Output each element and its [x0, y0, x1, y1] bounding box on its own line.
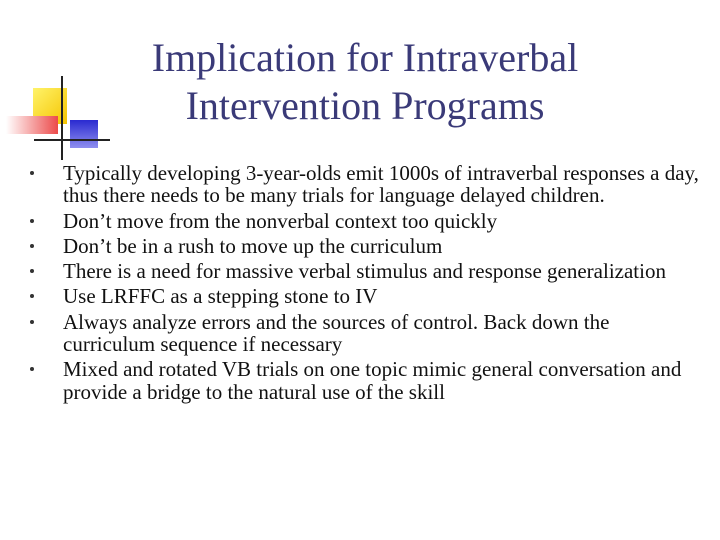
bullet-item [30, 311, 700, 356]
bullet-item [30, 260, 700, 282]
bullet-dot-icon [30, 219, 34, 223]
bullet-text: Always analyze errors and the sources of control. Back down the curriculum sequence if necessary [63, 309, 610, 357]
bullet-text: There is a need for massive verbal stimulus and response generalization [63, 259, 666, 284]
bullet-item [30, 285, 700, 307]
bullet-dot-icon [30, 320, 34, 324]
bullet-dot-icon [30, 294, 34, 298]
bullet-dot-icon [30, 269, 34, 273]
bullet-text: Mixed and rotated VB trials on one topic mimic general conversation and provide a bridge to the natural use of the skill [63, 357, 682, 404]
bullet-item [30, 162, 700, 207]
bullet-dot-icon [30, 367, 34, 371]
bullet-dot-icon [30, 171, 34, 175]
bullet-item [30, 210, 700, 232]
logo-red-bar [6, 116, 58, 134]
bullet-item [30, 358, 700, 403]
bullet-text: Typically developing 3-year-olds emit 1000s of intraverbal responses a day, thus there needs to be many trials for language delayed children. [63, 161, 699, 208]
logo-blue-square [70, 120, 98, 148]
slide-title [110, 34, 620, 130]
bullet-text: Don’t be in a rush to move up the curriculum [63, 233, 443, 258]
bullet-list [30, 162, 700, 406]
bullet-text: Don’t move from the nonverbal context too quickly [63, 208, 498, 233]
slide-title-line: Implication for Intraverbal [151, 35, 579, 80]
bullet-item [30, 235, 700, 257]
bullet-dot-icon [30, 244, 34, 248]
bullet-text: Use LRFFC as a stepping stone to IV [63, 284, 378, 309]
slide-title-line: Intervention Programs [185, 83, 545, 128]
